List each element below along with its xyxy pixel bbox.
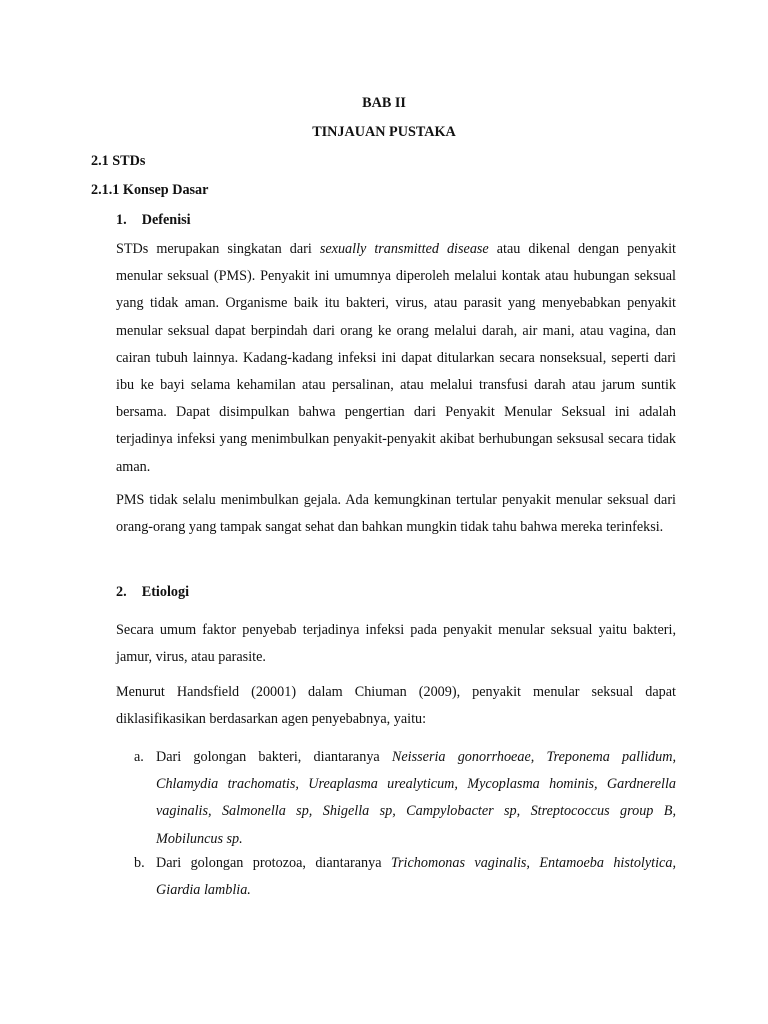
list-marker-b: b. <box>134 855 145 871</box>
list-text-b <box>156 850 676 904</box>
item-1-number: 1. <box>116 212 127 228</box>
chapter-label: BAB II <box>362 95 406 111</box>
paragraph-classification: Menurut Handsfield (20001) dalam Chiuman (2009), penyakit menular seksual dapat diklasifikasikan berdasarkan agen penyebabnya, yaitu: <box>116 684 676 728</box>
list-text-b-italic: Trichomonas vaginalis, Entamoeba histolytica, Giardia lamblia. <box>156 855 676 899</box>
list-text-a <box>156 744 676 853</box>
paragraph-definition <box>116 236 676 481</box>
paragraph-symptoms: PMS tidak selalu menimbulkan gejala. Ada kemungkinan tertular penyakit menular seksual dari orang-orang yang tampak sangat sehat dan bahkan mungkin tidak tahu bahwa mereka terinfeksi. <box>116 492 676 536</box>
section-heading-2-1: 2.1 STDs <box>91 153 146 169</box>
list-marker-a: a. <box>134 749 144 765</box>
list-text-b-plain: Dari golongan protozoa, diantaranya <box>156 855 391 871</box>
section-heading-2-1-1: 2.1.1 Konsep Dasar <box>91 182 209 198</box>
list-text-a-italic: Neisseria gonorrhoeae, Treponema pallidum, Chlamydia trachomatis, Ureaplasma urealyticum, Mycoplasma hominis, Gardnerella vaginalis, Salmonella sp, Shigella sp, Campylobacter sp, Streptococcus group B, Mobiluncus sp. <box>156 749 676 847</box>
item-2-number: 2. <box>116 584 127 600</box>
paragraph-definition-italic: sexually transmitted disease <box>319 241 489 257</box>
list-text-a-plain: Dari golongan bakteri, diantaranya <box>156 749 392 765</box>
item-1-title: Defenisi <box>141 212 191 228</box>
paragraph-definition-text-1: STDs merupakan singkatan dari <box>116 241 320 257</box>
paragraph-etiology: Secara umum faktor penyebab terjadinya infeksi pada penyakit menular seksual yaitu bakteri, jamur, virus, atau parasite. <box>116 622 676 666</box>
item-1-heading <box>116 212 191 229</box>
paragraph-definition-text-2: atau dikenal dengan penyakit menular seksual (PMS). Penyakit ini umumnya diperoleh melalui kontak atau hubungan seksual yang tidak aman. Organisme baik itu bakteri, virus, atau parasit yang menyebabkan penyakit menular seksual dapat berpindah dari orang ke orang melalui darah, air mani, atau vagina, dan cairan tubuh lainnya. Kadang-kadang infeksi ini dapat ditularkan secara nonseksual, seperti dari ibu ke bayi selama kehamilan atau persalinan, atau melalui transfusi darah atau jarum suntik bersama. Dapat disimpulkan bahwa pengertian dari Penyakit Menular Seksual ini adalah terjadinya infeksi yang menimbulkan penyakit-penyakit akibat berhubungan seksusal secara tidak aman. <box>116 241 676 475</box>
item-2-title: Etiologi <box>141 584 190 600</box>
chapter-title: TINJAUAN PUSTAKA <box>312 124 456 140</box>
item-2-heading <box>116 584 189 601</box>
